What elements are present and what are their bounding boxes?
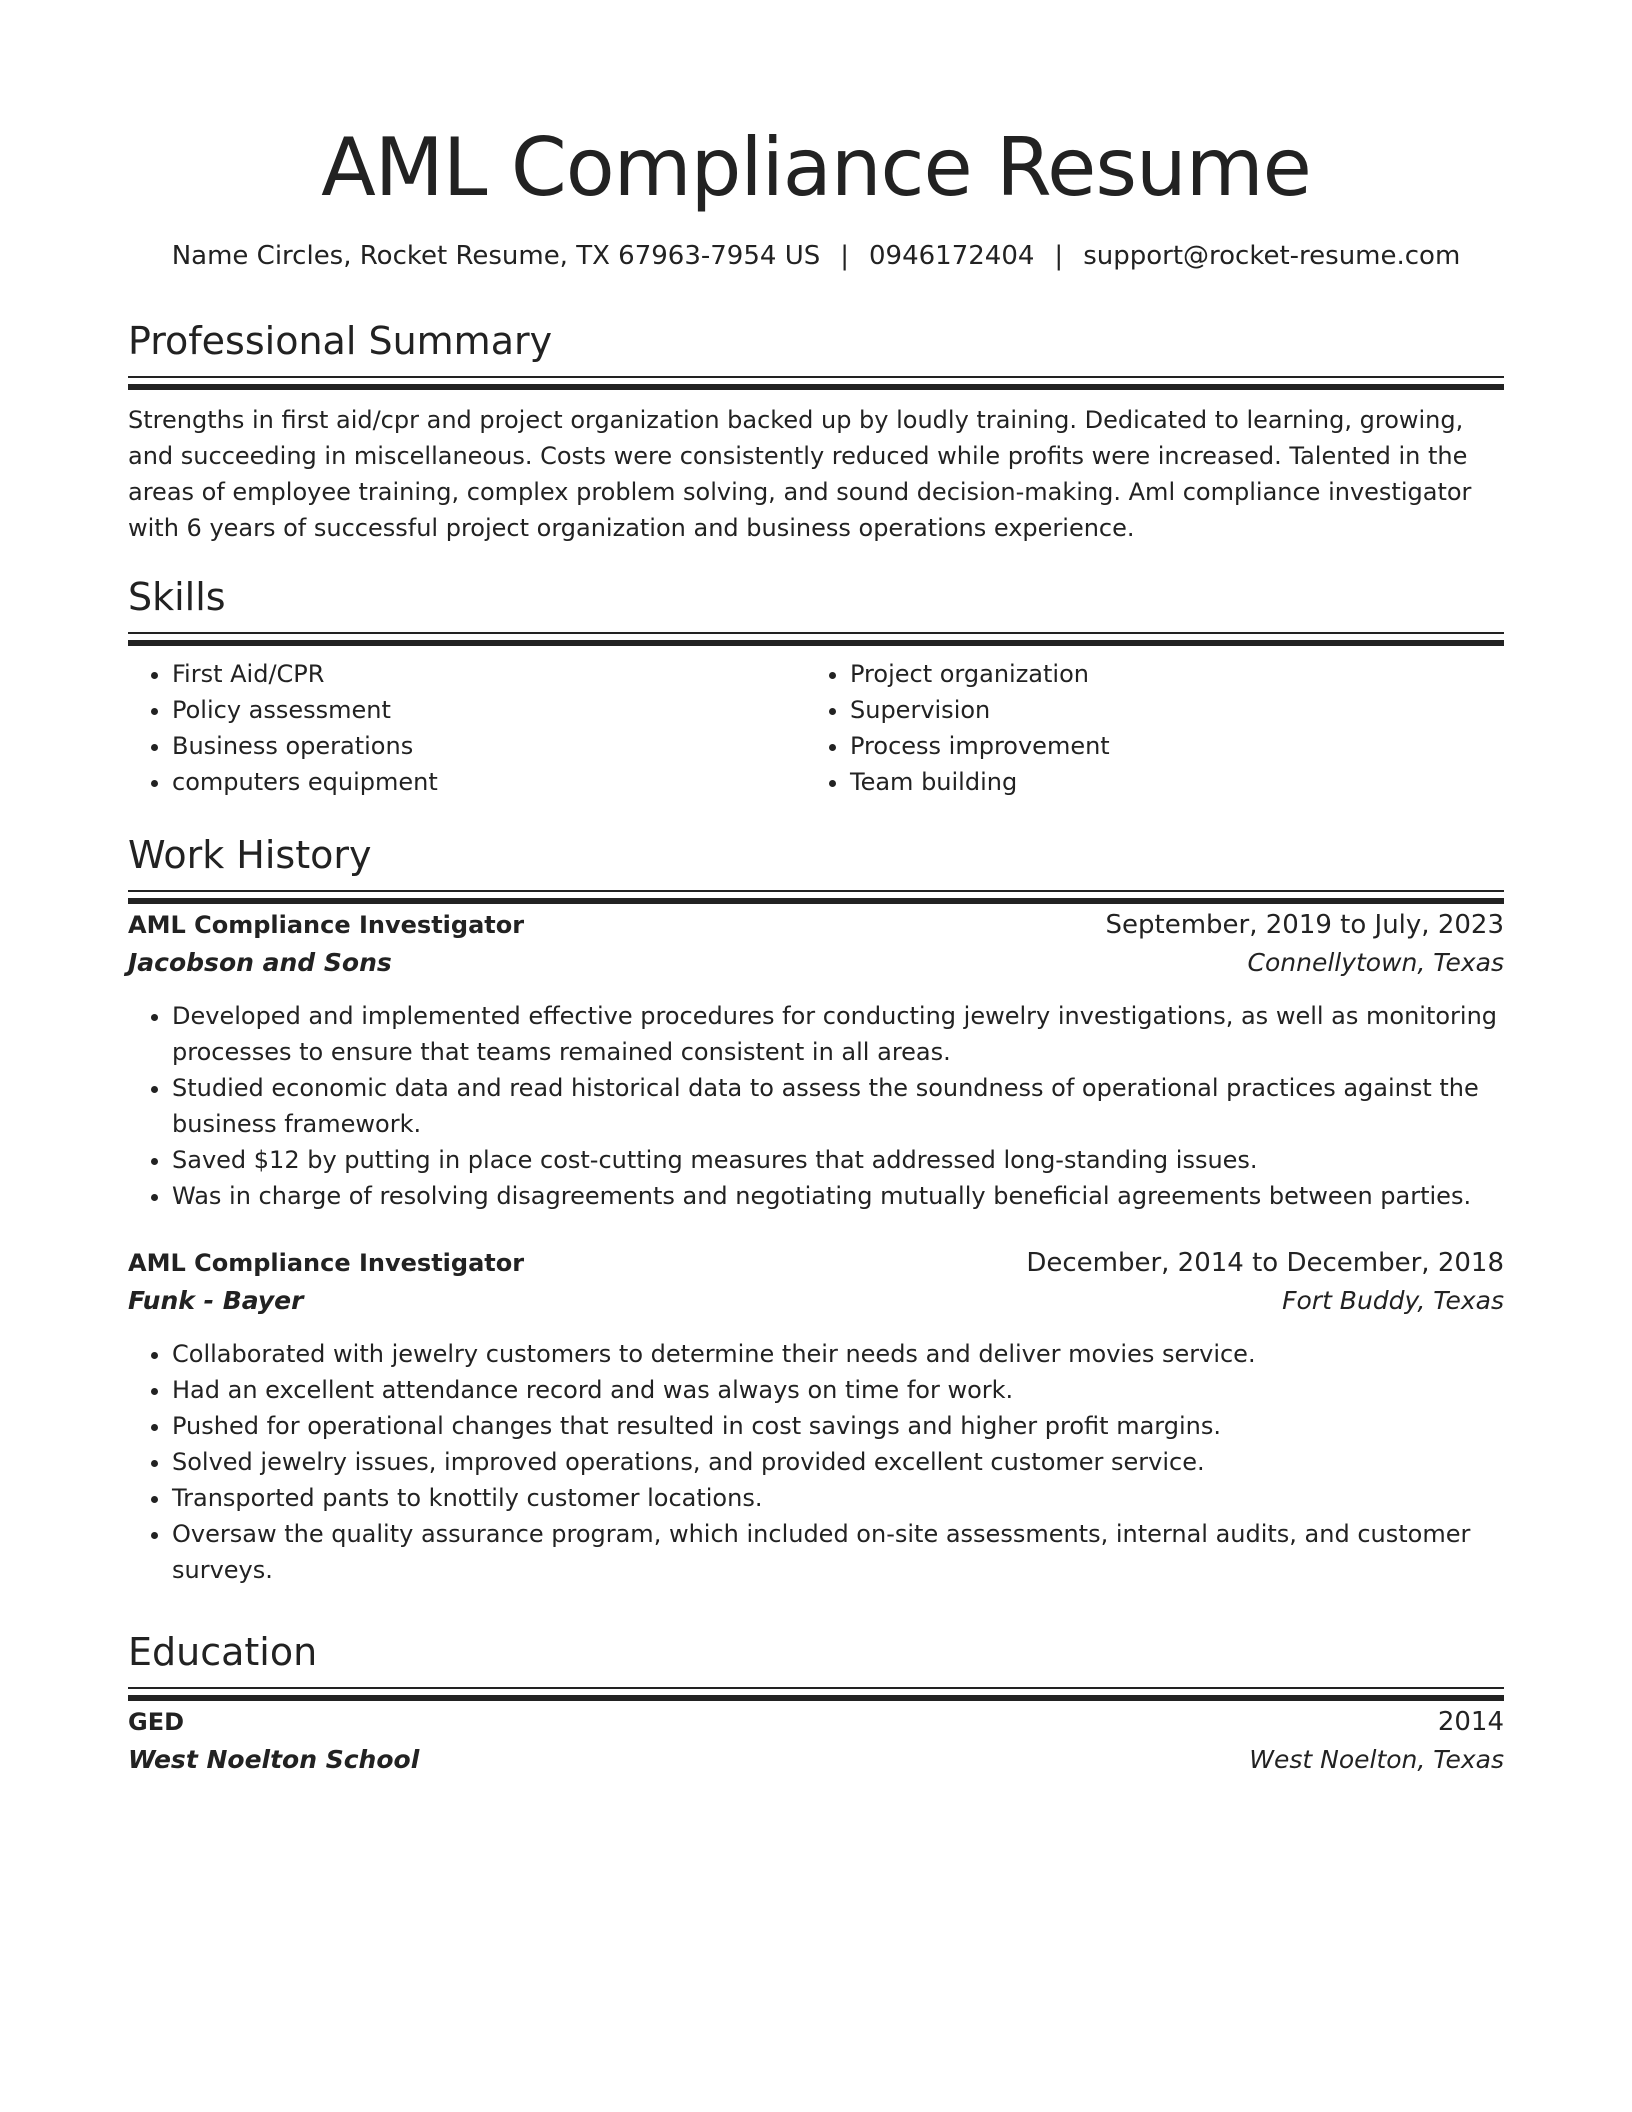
job-title: AML Compliance Investigator: [128, 911, 525, 939]
education-header-row: [128, 1703, 1504, 1741]
skill-item: • computers equipment: [172, 764, 806, 800]
job-bullets: [128, 998, 1504, 1214]
section-heading-work: Work History: [128, 833, 372, 877]
job-dates: December, 2014 to December, 2018: [1026, 1248, 1504, 1278]
section-divider: [128, 890, 1504, 892]
skill-item: • Project organization: [850, 656, 1484, 692]
job-location: Fort Buddy, Texas: [1282, 1286, 1504, 1315]
job-entry: [128, 892, 1504, 1214]
education-school-row: [128, 1741, 1504, 1779]
job-bullet: • Transported pants to knottily customer locations.: [172, 1480, 1504, 1516]
job-title: AML Compliance Investigator: [128, 1249, 525, 1277]
job-bullet: • Was in charge of resolving disagreements and negotiating mutually beneficial agreements between parties.: [172, 1178, 1504, 1214]
section-divider: [128, 376, 1504, 378]
job-header-row: [128, 1244, 1504, 1282]
job-bullet: • Studied economic data and read historical data to assess the soundness of operational practices against the business framework.: [172, 1070, 1504, 1142]
section-heading-summary: Professional Summary: [128, 319, 553, 363]
skills-section: [128, 572, 1504, 800]
education-location: West Noelton, Texas: [1249, 1745, 1504, 1774]
skill-item: • Process improvement: [850, 728, 1484, 764]
section-heading-education: Education: [128, 1630, 318, 1674]
contact-address: Name Circles, Rocket Resume, TX 67963-7954 US: [171, 241, 821, 271]
job-company-row: [128, 944, 1504, 982]
job-bullet: • Oversaw the quality assurance program, which included on-site assessments, internal audits, and customer surveys.: [172, 1516, 1504, 1588]
skills-list-left: [128, 656, 806, 800]
education-degree: GED: [128, 1708, 185, 1736]
summary-text: Strengths in first aid/cpr and project organization backed up by loudly training. Dedicated to learning, growing, and succeeding in miscellaneous. Costs were consistently reduced while profits were increased. Talented in the areas of employee training, complex problem solving, and sound decision-making. Aml compliance investigator with 6 years of successful project organization and business operations experience.: [128, 406, 1472, 542]
job-bullets: [128, 1336, 1504, 1588]
skill-item: • First Aid/CPR: [172, 656, 806, 692]
skill-item: • Supervision: [850, 692, 1484, 728]
education-school: West Noelton School: [128, 1745, 420, 1774]
section-divider: [128, 632, 1504, 634]
skills-grid: [128, 634, 1504, 800]
education-year: 2014: [1437, 1707, 1504, 1737]
job-header-row: [128, 906, 1504, 944]
skill-item: • Policy assessment: [172, 692, 806, 728]
job-bullet: • Developed and implemented effective procedures for conducting jewelry investigations, as well as monitoring processes to ensure that teams remained consistent in all areas.: [172, 998, 1504, 1070]
job-dates: September, 2019 to July, 2023: [1105, 910, 1504, 940]
section-heading-skills: Skills: [128, 575, 226, 619]
job-location: Connellytown, Texas: [1247, 948, 1504, 977]
job-bullet: • Pushed for operational changes that resulted in cost savings and higher profit margins.: [172, 1408, 1504, 1444]
education-section: [128, 1627, 1504, 1779]
contact-line: [128, 238, 1504, 274]
skill-item: • Business operations: [172, 728, 806, 764]
job-company: Jacobson and Sons: [128, 948, 392, 977]
job-company: Funk - Bayer: [128, 1286, 304, 1315]
job-entry: [128, 1214, 1504, 1588]
contact-phone: 0946172404: [869, 241, 1035, 271]
job-company-row: [128, 1282, 1504, 1320]
job-bullet: • Saved $12 by putting in place cost-cutting measures that addressed long-standing issues.: [172, 1142, 1504, 1178]
resume-title: AML Compliance Resume: [321, 121, 1311, 214]
skill-item: • Team building: [850, 764, 1484, 800]
job-bullet: • Had an excellent attendance record and was always on time for work.: [172, 1372, 1504, 1408]
work-history-section: [128, 830, 1504, 1588]
skills-list-right: [806, 656, 1484, 800]
contact-separator: |: [1054, 241, 1064, 271]
section-divider: [128, 1687, 1504, 1689]
contact-separator: |: [840, 241, 849, 271]
job-bullet: • Solved jewelry issues, improved operations, and provided excellent customer service.: [172, 1444, 1504, 1480]
summary-section: [128, 316, 1504, 546]
job-bullet: • Collaborated with jewelry customers to determine their needs and deliver movies service.: [172, 1336, 1504, 1372]
contact-email: support@rocket-resume.com: [1083, 241, 1461, 271]
education-entry: [128, 1689, 1504, 1779]
